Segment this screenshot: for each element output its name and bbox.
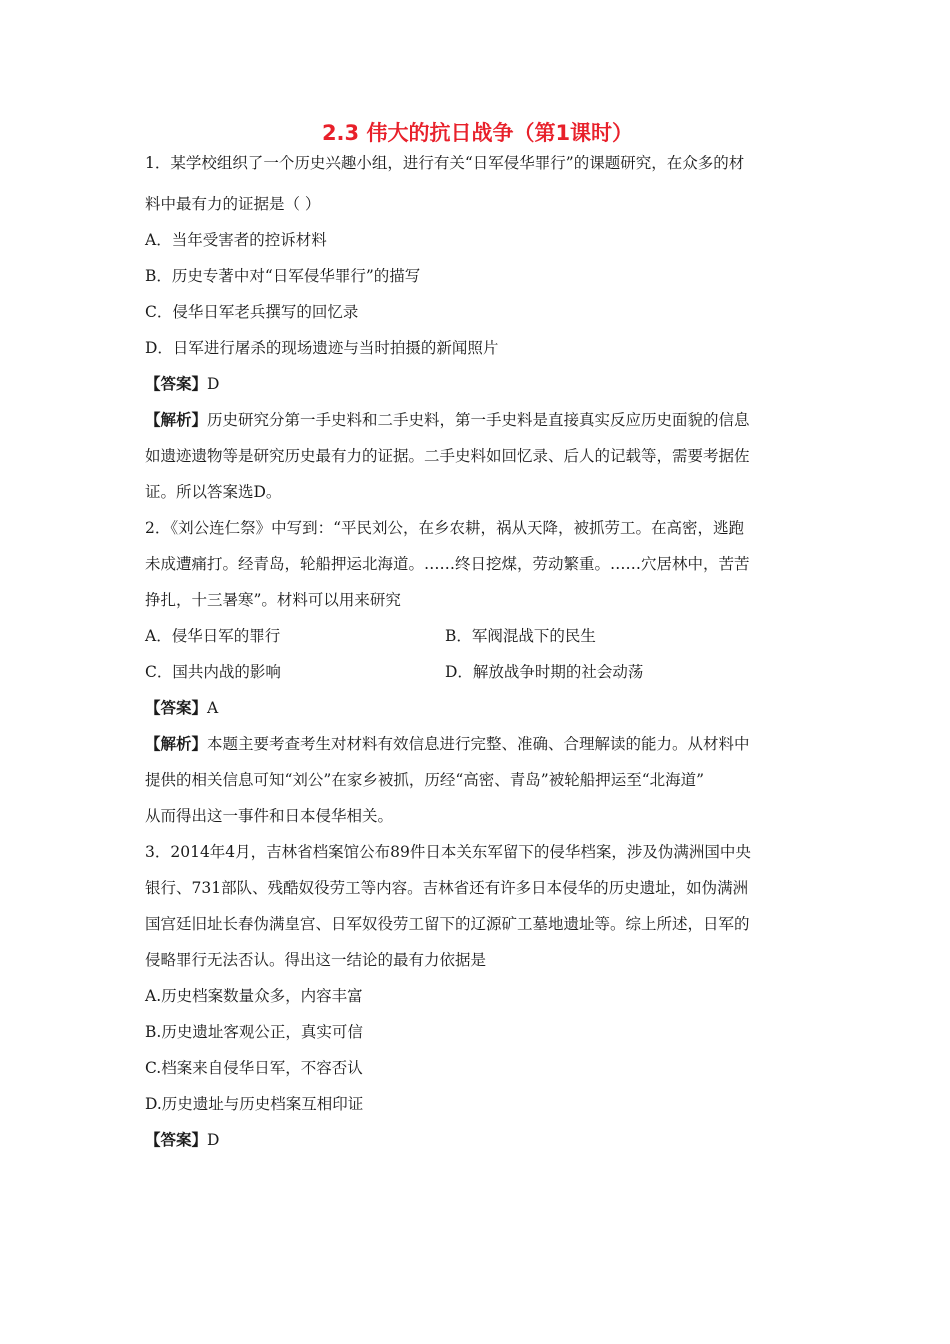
analysis-line: 如遗迹遗物等是研究历史最有力的证据。二手史料如回忆录、后人的记载等，需要考据佐 [145,447,750,465]
question-stem-line: 侵略罪行无法否认。得出这一结论的最有力依据是 [145,951,487,969]
question-1 [145,150,810,510]
question-2 [145,510,810,834]
option-c: C．国共内战的影响 [145,663,281,681]
option-a: A．侵华日军的罪行 [145,627,281,645]
answer-tag: 【答案】 [145,698,208,717]
question-stem-line: 银行、731部队、残酷奴役劳工等内容。吉林省还有许多日本侵华的历史遗址，如伪满洲 [145,879,749,897]
question-stem-line: 1．某学校组织了一个历史兴趣小组，进行有关“日军侵华罪行”的课题研究，在众多的材 [145,154,745,172]
question-3 [145,834,810,1158]
answer-tag: 【答案】 [145,374,208,393]
option-c: C．侵华日军老兵撰写的回忆录 [145,303,359,321]
analysis-line: 提供的相关信息可知“刘公”在家乡被抓，历经“高密、青岛”被轮船押运至“北海道” [145,771,705,789]
option-d: D.历史遗址与历史档案互相印证 [145,1095,364,1113]
option-a: A.历史档案数量众多，内容丰富 [145,987,363,1005]
answer-value: D [207,1131,220,1149]
analysis-line: 证。所以答案选D。 [145,483,282,501]
question-stem-line: 国宫廷旧址长春伪满皇宫、日军奴役劳工留下的辽源矿工墓地遗址等。综上所述，日军的 [145,915,750,933]
analysis-text: 本题主要考查考生对材料有效信息进行完整、准确、合理解读的能力。从材料中 [207,735,750,753]
option-b: B.历史遗址客观公正，真实可信 [145,1023,363,1041]
answer-value: D [207,375,220,393]
answer-line [145,366,810,402]
option-c: C.档案来自侵华日军，不容否认 [145,1059,363,1077]
option-b: B．历史专著中对“日军侵华罪行”的描写 [145,267,421,285]
question-stem-line: 料中最有力的证据是（ ） [145,195,321,213]
question-stem-line: 未成遭痛打。经青岛，轮船押运北海道。……终日挖煤，劳动繁重。……穴居林中，苦苦 [145,555,750,573]
analysis-line: 从而得出这一事件和日本侵华相关。 [145,807,394,825]
document-page [145,116,810,1158]
answer-tag: 【答案】 [145,1130,208,1149]
question-stem-line: 挣扎，十三暑寒”。材料可以用来研究 [145,591,401,609]
analysis-line [145,402,810,438]
analysis-line [145,726,810,762]
option-b: B．军阀混战下的民生 [445,627,596,645]
page-title: 2.3 伟大的抗日战争（第1课时） [321,121,634,145]
question-stem-line: 3．2014年4月，吉林省档案馆公布89件日本关东军留下的侵华档案，涉及伪满洲国中央 [145,843,751,861]
analysis-tag: 【解析】 [145,734,208,753]
options-row [145,618,810,654]
analysis-text: 历史研究分第一手史料和二手史料，第一手史料是直接真实反应历史面貌的信息 [207,411,750,429]
options-row [145,654,810,690]
answer-line [145,1122,810,1158]
answer-line [145,690,810,726]
analysis-tag: 【解析】 [145,410,208,429]
option-d: D．日军进行屠杀的现场遗迹与当时拍摄的新闻照片 [145,339,499,357]
option-a: A．当年受害者的控诉材料 [145,231,327,249]
answer-value: A [207,699,219,717]
question-stem-line: 2．《刘公连仁祭》中写到：“平民刘公，在乡农耕，祸从天降，被抓劳工。在高密，逃跑 [145,519,745,537]
option-d: D．解放战争时期的社会动荡 [445,663,644,681]
